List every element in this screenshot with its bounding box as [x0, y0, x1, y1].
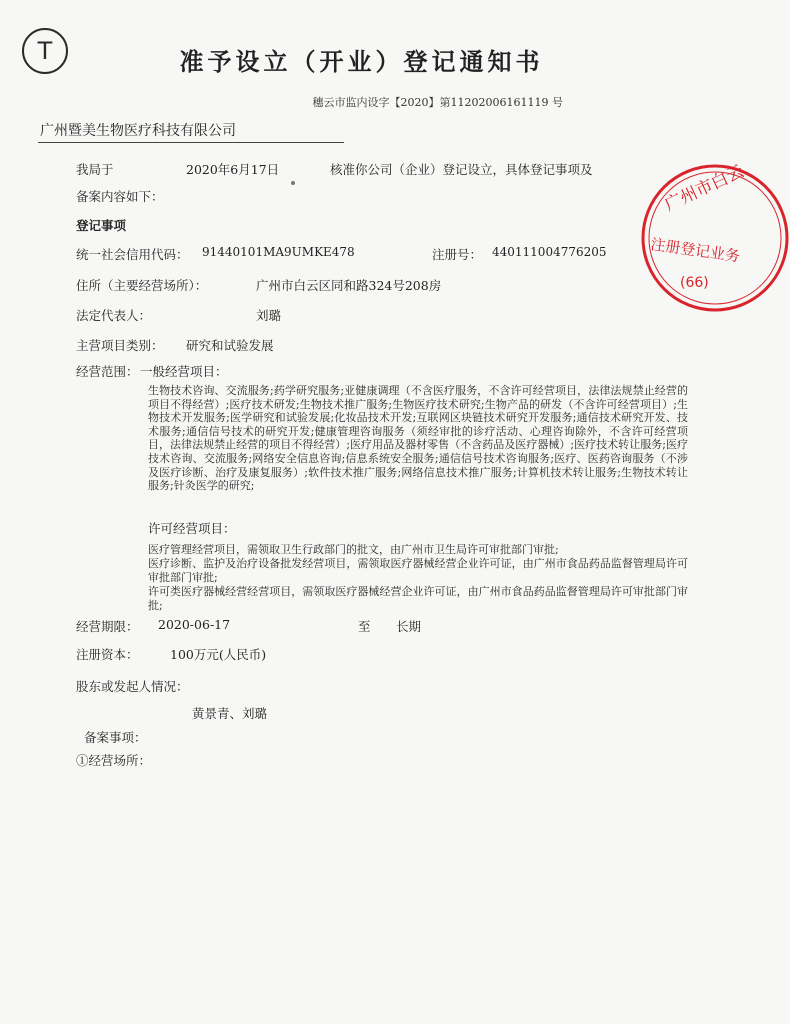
term-to: 至 [358, 619, 371, 634]
seal-text-bottom: 注册登记业务 [649, 235, 742, 266]
shareholders-value: 黄景青、刘璐 [192, 706, 268, 721]
general-items-text: 生物技术咨询、交流服务;药学研究服务;亚健康调理（不含医疗服务，不含许可经营项目，法律法规禁止经营的项目不得经营）;医疗技术研发;生物技术推广服务;生物医疗技术研究;生物产品的研发（不含许可经营项目）;生物技术开发服务;医学研究和试验发展;化妆品技术开发;互联网区块链技术研究开发服务;通信技术研究开发、技术服务;通信信号技术的研究开发;健康管理咨询服务（须经审批的诊疗活动、心理咨询除外，不含许可经营项目，法律法规禁止经营的项目不得经营）;医疗用品及器材零售（不含药品及医疗器械）;医疗技术转让服务;医疗技术咨询、交流服务;网络安全信息咨询;信息系统安全服务;通信信号技术咨询服务;医疗、医药咨询服务（不涉及医疗诊断、治疗及康复服务）;软件技术推广服务;网络信息技术推广服务;计算机技术转让服务;生物技术转让服务;针灸医学的研究; [148, 384, 688, 493]
business-place-label: ①经营场所： [76, 753, 152, 768]
company-underline [38, 142, 344, 143]
term-start: 2020-06-17 [158, 617, 231, 632]
notice-line-2: 备案内容如下： [76, 189, 164, 204]
seal-text-top: 广州市白云 [661, 161, 748, 216]
seal-number: (66) [680, 275, 709, 291]
main-category-label: 主营项目类别： [76, 338, 164, 353]
capital-label: 注册资本： [76, 647, 139, 662]
main-category-value: 研究和试验发展 [186, 338, 274, 353]
reg-no-label: 注册号： [432, 247, 483, 262]
company-name: 广州暨美生物医疗科技有限公司 [40, 123, 236, 139]
credit-code-value: 91440101MA9UMKE478 [202, 245, 355, 259]
notice-suffix: 核准你公司（企业）登记设立，具体登记事项及 [330, 162, 593, 177]
legal-rep-label: 法定代表人： [76, 308, 152, 323]
term-end: 长期 [396, 619, 422, 634]
approval-date: 2020年6月17日 [186, 162, 280, 177]
document-number: 穗云市监内设字【2020】第11202006161119 号 [312, 96, 563, 109]
filing-label: 备案事项： [84, 730, 147, 745]
registration-heading: 登记事项 [76, 218, 127, 233]
credit-code-label: 统一社会信用代码： [76, 247, 189, 262]
general-items-label: 一般经营项目： [140, 364, 228, 379]
legal-rep-value: 刘璐 [256, 308, 282, 323]
license-item-3: 许可类医疗器械经营经营项目，需领取医疗器械经营企业许可证，由广州市食品药品监督管理局许可审批部门审批; [148, 585, 688, 612]
license-items-label: 许可经营项目： [148, 521, 236, 536]
shareholders-label: 股东或发起人情况： [76, 679, 189, 694]
address-value: 广州市白云区同和路324号208房 [256, 278, 442, 293]
document-title: 准予设立（开业）登记通知书 [179, 47, 544, 76]
t-logo-icon: T [22, 28, 68, 74]
license-item-2: 医疗诊断、监护及治疗设备批发经营项目，需领取医疗器械经营企业许可证，由广州市食品药品监督管理局许可审批部门审批; [148, 557, 688, 584]
address-label: 住所（主要经营场所）： [76, 278, 208, 293]
scan-dot [291, 181, 295, 185]
license-item-1: 医疗管理经营项目，需领取卫生行政部门的批文，由广州市卫生局许可审批部门审批; [148, 543, 559, 556]
reg-no-value: 440111004776205 [492, 245, 607, 259]
notice-prefix: 我局于 [76, 162, 114, 177]
official-seal-icon [640, 163, 790, 313]
term-label: 经营期限： [76, 619, 139, 634]
scope-label: 经营范围： [76, 364, 139, 379]
capital-value: 100万元(人民币) [170, 647, 267, 662]
